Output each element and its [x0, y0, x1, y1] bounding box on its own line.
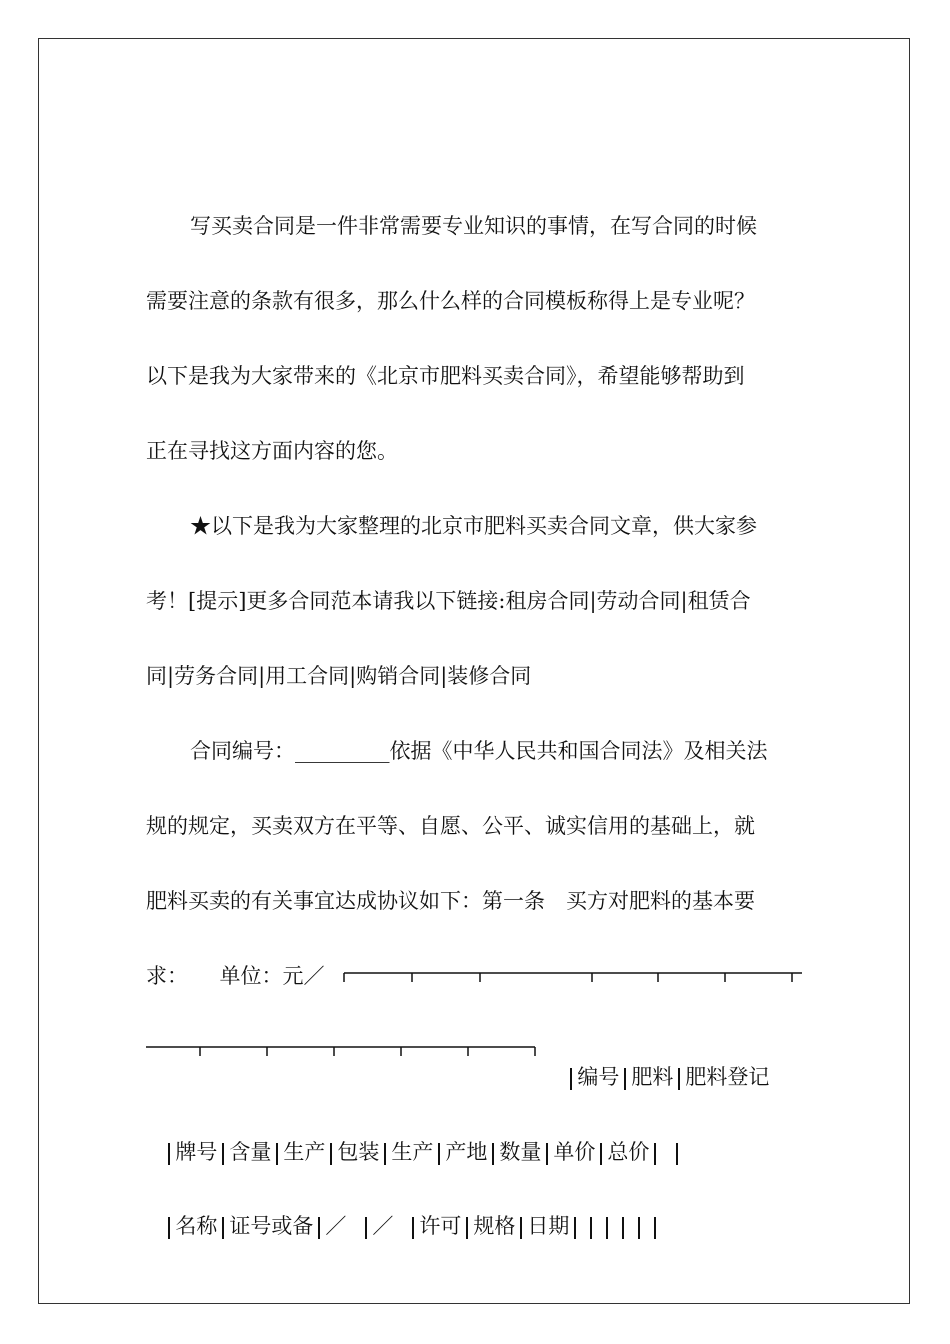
cell-feiliao-dengji: 肥料登记	[685, 1065, 770, 1089]
cell-feiliao: 肥料	[631, 1065, 674, 1089]
cell-slash-2: ／	[372, 1214, 394, 1238]
cell-shengchan: 生产	[283, 1140, 326, 1164]
table-divider	[624, 1068, 626, 1090]
note-line-2: 考！[提示]更多合同范本请我以下链接:租房合同|劳动合同|租赁合	[146, 589, 751, 613]
cell-chandi: 产地	[445, 1140, 488, 1164]
cell-shengchan-2: 生产	[391, 1140, 434, 1164]
intro-line-3: 以下是我为大家带来的《北京市肥料买卖合同》，希望能够帮助到	[146, 364, 745, 388]
contract-line-1: 合同编号：_________依据《中华人民共和国合同法》及相关法	[190, 739, 768, 763]
table-divider	[570, 1068, 572, 1090]
cell-hanliang: 含量	[229, 1140, 272, 1164]
cell-guige: 规格	[473, 1214, 516, 1238]
cell-riqi: 日期	[527, 1214, 570, 1238]
cell-zhenghao: 证号或备	[229, 1214, 314, 1238]
table-row-1	[552, 1035, 769, 1091]
intro-line-1: 写买卖合同是一件非常需要专业知识的事情，在写合同的时候	[190, 214, 757, 238]
cell-xuke: 许可	[419, 1214, 462, 1238]
contract-line-4: 求： 单位：元／	[146, 964, 325, 988]
table-row-2	[150, 1110, 683, 1166]
table-divider	[678, 1068, 680, 1090]
cell-zongjia: 总价	[607, 1140, 650, 1164]
cell-paihao: 牌号	[175, 1140, 218, 1164]
intro-line-4: 正在寻找这方面内容的您。	[146, 439, 398, 463]
cell-biaohao: 编号	[577, 1065, 620, 1089]
note-line-1: ★以下是我为大家整理的北京市肥料买卖合同文章，供大家参	[190, 514, 757, 538]
intro-line-2: 需要注意的条款有很多，那么什么样的合同模板称得上是专业呢？	[146, 289, 755, 313]
cell-baozhuang: 包装	[337, 1140, 380, 1164]
cell-shuliang: 数量	[499, 1140, 542, 1164]
table-row-3	[150, 1184, 661, 1240]
note-line-3: 同|劳务合同|用工合同|购销合同|装修合同	[146, 664, 532, 688]
cell-danjia: 单价	[553, 1140, 596, 1164]
contract-line-3: 肥料买卖的有关事宜达成协议如下：第一条 买方对肥料的基本要	[146, 889, 755, 913]
contract-line-2: 规的规定，买卖双方在平等、自愿、公平、诚实信用的基础上，就	[146, 814, 755, 838]
cell-slash-1: ／	[325, 1214, 347, 1238]
cell-mingcheng: 名称	[175, 1214, 218, 1238]
